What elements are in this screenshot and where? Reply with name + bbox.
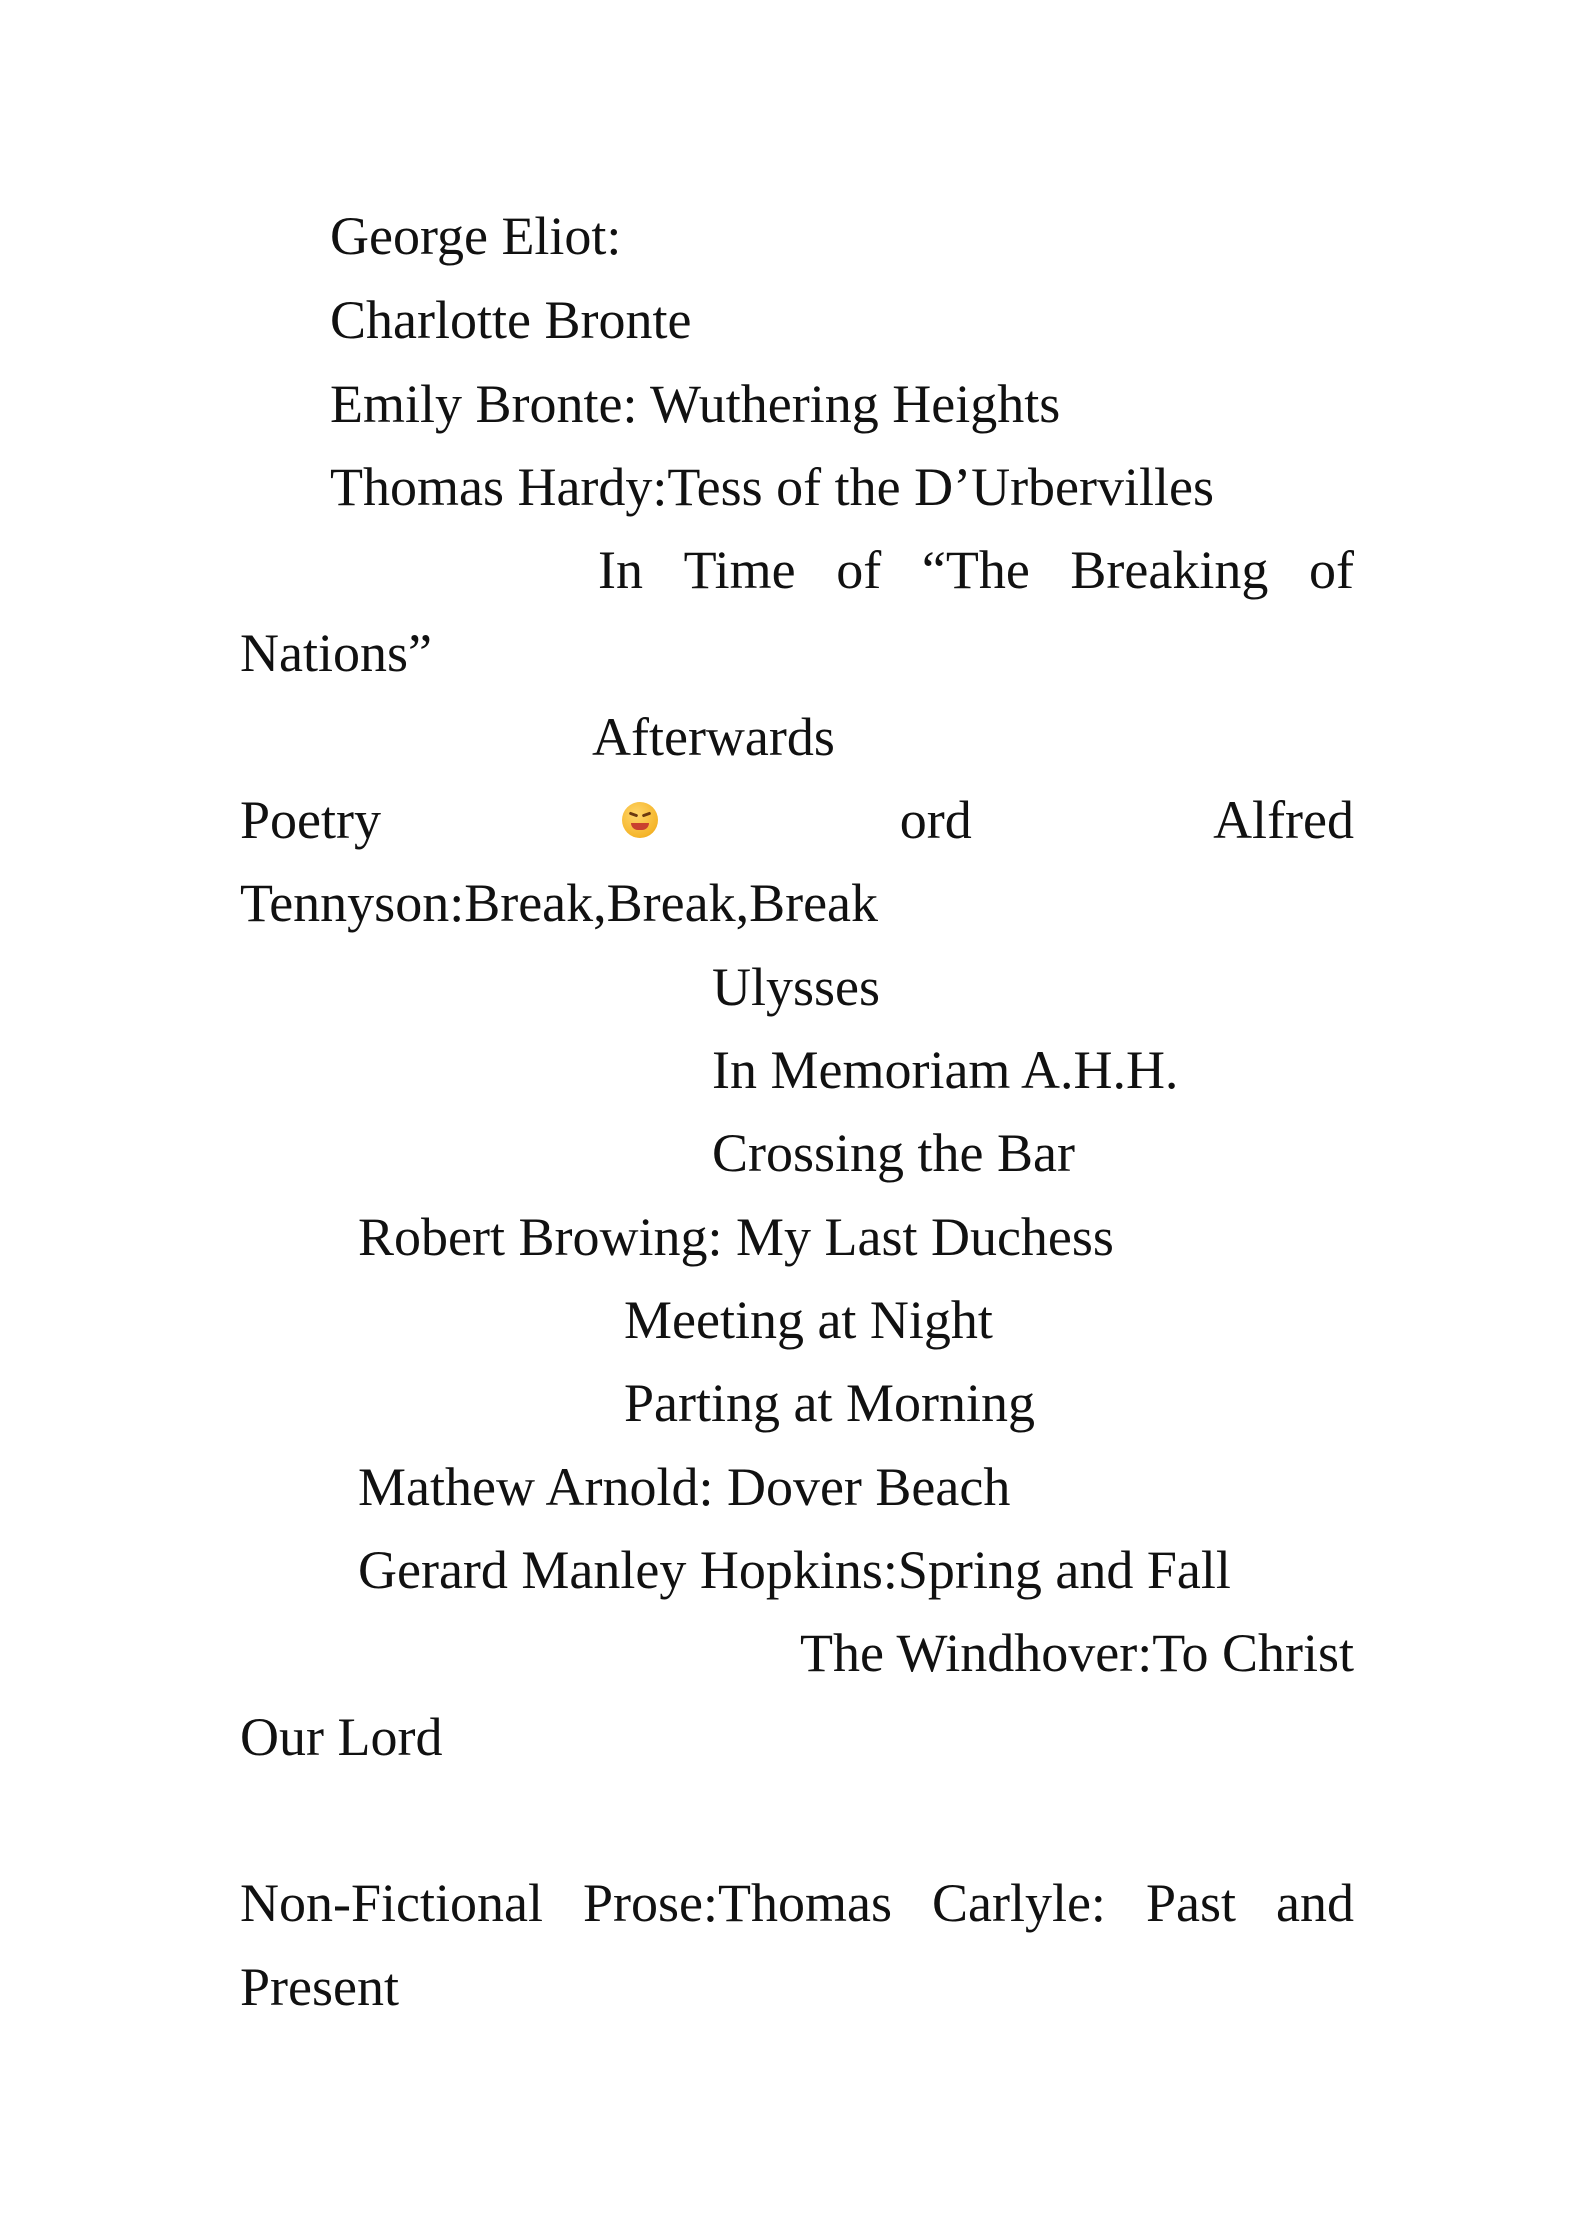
author-gerard-manley-hopkins: Gerard Manley Hopkins:Spring and Fall (358, 1540, 1231, 1600)
word: of (1308, 540, 1354, 600)
word-ord: ord (899, 790, 972, 850)
word: Prose:Thomas (582, 1873, 892, 1933)
tennyson-line: Tennyson:Break,Break,Break (240, 873, 879, 933)
squinting-face-with-tongue-icon (622, 802, 658, 838)
word-alfred: Alfred (1213, 790, 1354, 850)
hardy-poem-line-1 (598, 540, 1354, 600)
author-george-eliot: George Eliot: (330, 206, 622, 266)
author-mathew-arnold: Mathew Arnold: Dover Beach (358, 1457, 1011, 1517)
word-poetry: Poetry (240, 790, 381, 850)
author-robert-browning: Robert Browing: My Last Duchess (358, 1207, 1114, 1267)
hopkins-windhover-continued: Our Lord (240, 1707, 443, 1767)
prose-line-continued: Present (240, 1957, 399, 2017)
author-emily-bronte: Emily Bronte: Wuthering Heights (330, 374, 1061, 434)
word: “The (921, 540, 1030, 600)
word: and (1276, 1873, 1354, 1933)
tennyson-crossing-the-bar: Crossing the Bar (712, 1123, 1075, 1183)
browning-parting-at-morning: Parting at Morning (624, 1373, 1035, 1433)
poetry-heading-line (240, 790, 1354, 850)
hardy-poem-line-2: Nations” (240, 623, 432, 683)
word: Breaking (1070, 540, 1269, 600)
hardy-poem-afterwards: Afterwards (592, 707, 835, 767)
word: of (836, 540, 882, 600)
word: Carlyle: (931, 1873, 1106, 1933)
prose-heading-line (240, 1873, 1354, 1933)
browning-meeting-at-night: Meeting at Night (624, 1290, 993, 1350)
tennyson-ulysses: Ulysses (712, 957, 881, 1017)
word: Past (1145, 1873, 1236, 1933)
author-thomas-hardy: Thomas Hardy:Tess of the D’Urbervilles (330, 457, 1214, 517)
tennyson-in-memoriam: In Memoriam A.H.H. (712, 1040, 1179, 1100)
word: In (598, 540, 643, 600)
word: Time (683, 540, 796, 600)
hopkins-windhover: The Windhover:To Christ (800, 1623, 1354, 1683)
author-charlotte-bronte: Charlotte Bronte (330, 290, 692, 350)
word: Non-Fictional (240, 1873, 543, 1933)
